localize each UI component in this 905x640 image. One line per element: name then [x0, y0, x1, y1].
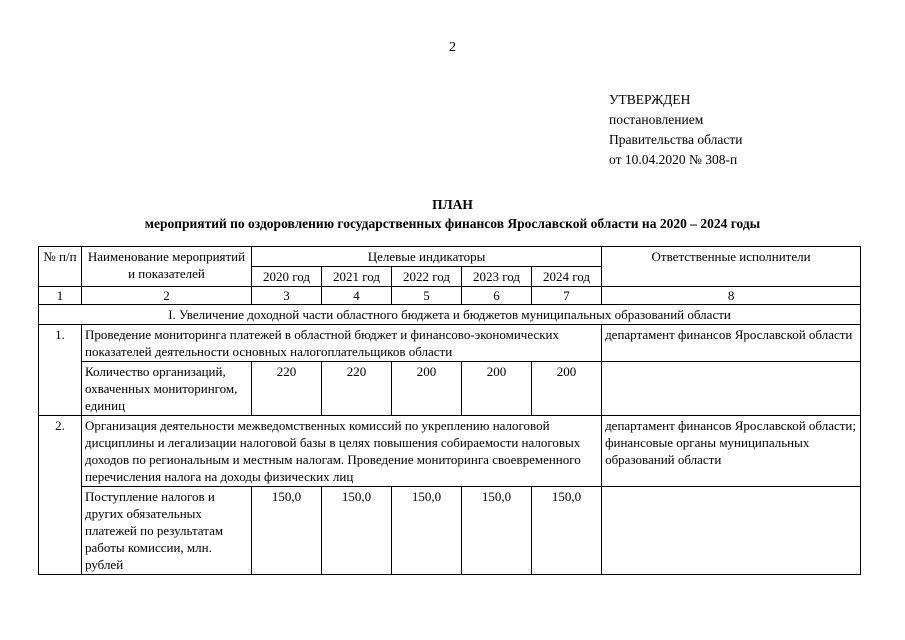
indicator-value: 150,0 — [462, 487, 532, 575]
indicator-value: 200 — [392, 362, 462, 416]
indicator-row — [39, 487, 861, 575]
approval-line: УТВЕРЖДЕН — [609, 92, 691, 107]
indicator-value: 150,0 — [532, 487, 602, 575]
header-year: 2021 год — [322, 267, 392, 287]
table-row — [39, 416, 861, 487]
title-subheading: мероприятий по оздоровлению государственных финансов Ярославской области на 2020 – 2024 годы — [144, 216, 761, 231]
approval-stamp — [609, 90, 742, 170]
responsible-executor — [602, 416, 861, 487]
approval-line: постановлением — [609, 112, 704, 127]
indicator-name: Поступление налогов и других обязательных платежей по результатам работы комиссии, млн. рублей — [82, 487, 252, 575]
indicator-value: 150,0 — [252, 487, 322, 575]
header-indicators: Целевые индикаторы — [252, 247, 602, 267]
approval-line: от 10.04.2020 № 308-п — [609, 152, 738, 167]
section-title: I. Увеличение доходной части областного бюджета и бюджетов муниципальных образований области — [39, 305, 861, 325]
responsible-line: департамент финансов Ярославской области; — [605, 418, 857, 433]
column-numbers-row — [39, 287, 861, 305]
column-number: 6 — [462, 287, 532, 305]
column-number: 1 — [39, 287, 82, 305]
document-title — [0, 195, 905, 233]
title-heading: ПЛАН — [432, 197, 473, 212]
indicator-value: 200 — [462, 362, 532, 416]
indicator-value: 220 — [322, 362, 392, 416]
header-year: 2022 год — [392, 267, 462, 287]
header-num: № п/п — [39, 247, 82, 287]
header-year: 2020 год — [252, 267, 322, 287]
responsible-executor: департамент финансов Ярославской области — [602, 325, 861, 362]
section-row — [39, 305, 861, 325]
column-number: 5 — [392, 287, 462, 305]
indicator-value: 150,0 — [322, 487, 392, 575]
activity-description: Организация деятельности межведомственных комиссий по укреплению налоговой дисциплины и легализации налоговой базы в целях повышения собираемости налоговых доходов по региональным и местным налогам. Проведение мониторинга своевременного перечисления налога на доходы физических лиц — [82, 416, 602, 487]
activity-description: Проведение мониторинга платежей в областной бюджет и финансово-экономических показателей деятельности основных налогоплательщиков области — [82, 325, 602, 362]
column-number: 7 — [532, 287, 602, 305]
indicator-row — [39, 362, 861, 416]
column-number: 4 — [322, 287, 392, 305]
page-number: 2 — [449, 40, 456, 55]
row-number: 2. — [39, 416, 82, 575]
row-number: 1. — [39, 325, 82, 416]
column-number: 2 — [82, 287, 252, 305]
column-number: 8 — [602, 287, 861, 305]
indicator-value: 150,0 — [392, 487, 462, 575]
indicator-value: 200 — [532, 362, 602, 416]
header-year: 2023 год — [462, 267, 532, 287]
plan-table — [38, 246, 861, 575]
responsible-executor-empty — [602, 487, 861, 575]
header-responsible: Ответственные исполнители — [602, 247, 861, 287]
responsible-line: финансовые органы муниципальных образований области — [605, 435, 810, 467]
column-number: 3 — [252, 287, 322, 305]
table-row — [39, 325, 861, 362]
responsible-executor-empty — [602, 362, 861, 416]
header-row — [39, 247, 861, 267]
header-year: 2024 год — [532, 267, 602, 287]
indicator-value: 220 — [252, 362, 322, 416]
header-name: Наименование мероприятий и показателей — [82, 247, 252, 287]
approval-line: Правительства области — [609, 132, 743, 147]
indicator-name: Количество организаций, охваченных мониторингом, единиц — [82, 362, 252, 416]
